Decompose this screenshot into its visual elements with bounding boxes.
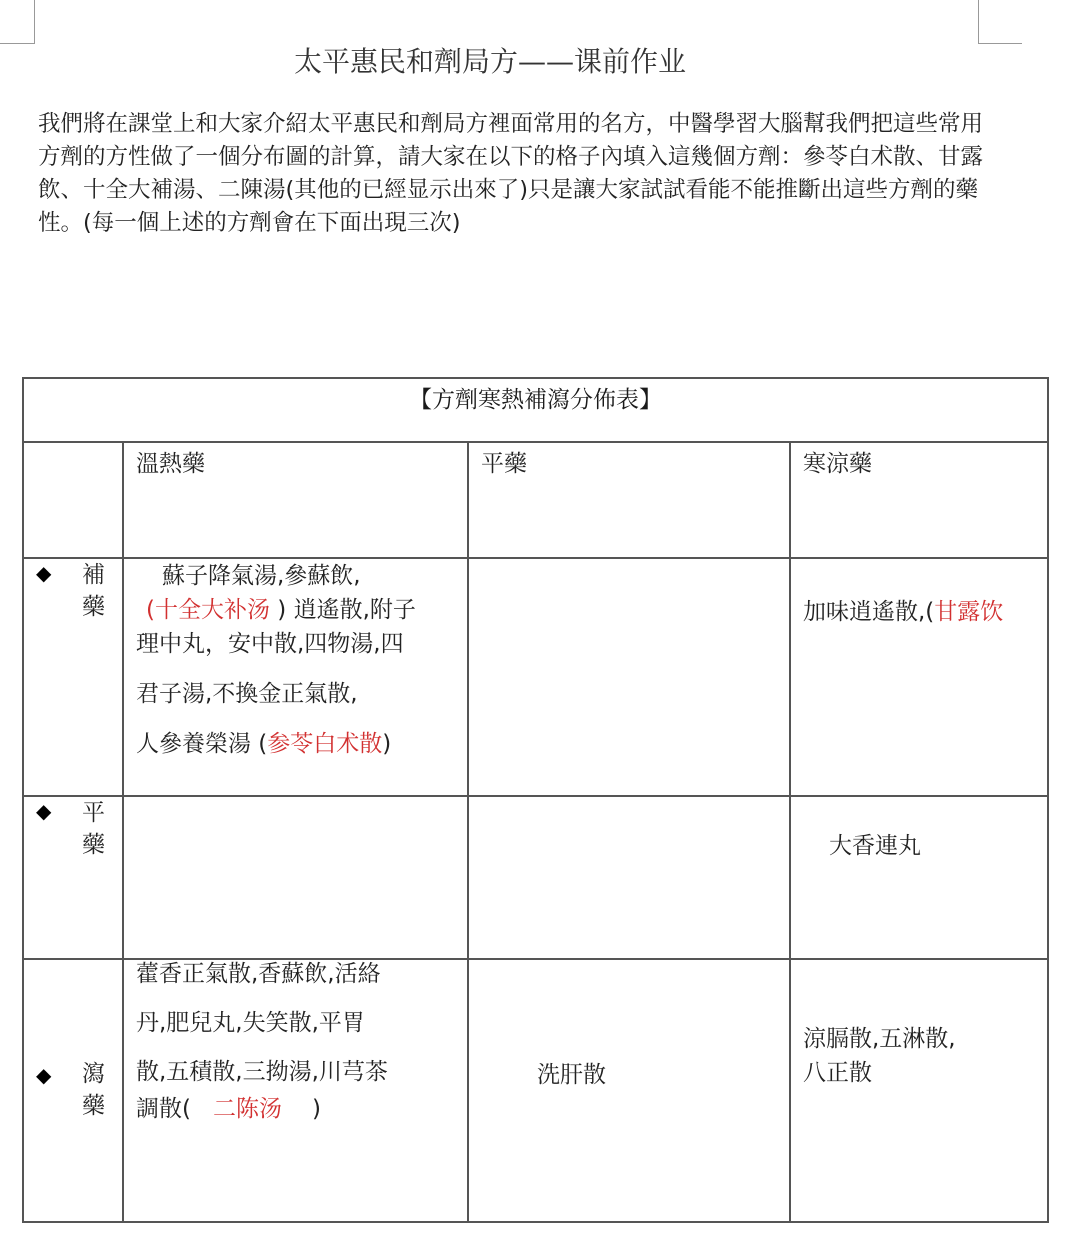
cell-tonic-cold [790,558,1048,796]
text-line: 君子湯,不換金正氣散, [136,681,358,707]
fill-bracket: ( [146,597,155,623]
cell-neutral-neutral [468,796,790,959]
table-row [23,796,1048,959]
text-line: 藿香正氣散,香蘇飲,活絡 [136,961,381,987]
table-caption: 【方劑寒熱補瀉分佈表】 [409,387,662,413]
fill-bracket: ) [382,731,392,757]
table-caption-cell [23,378,1048,442]
cell-tonic-neutral [468,558,790,796]
text-segment: 加味逍遙散,( [803,599,935,625]
text-line [136,1085,457,1134]
row-label-text: 平藥 [82,800,105,858]
cell-tonic-cold-content [791,559,1047,637]
text-segment: ) 逍遙散,附子 [269,597,416,623]
page-corner-mark [34,0,35,44]
row-label-purge [23,959,123,1222]
text-line [136,727,457,761]
text-line: 理中丸，安中散,四物湯,四 [136,631,404,657]
text-line: 丹,肥兒丸,失笑散,平胃 [136,1010,365,1036]
answer-fill: 参苓白术散 [267,731,383,757]
cell-purge-warm-content [124,950,467,1134]
header-cold: 寒涼藥 [803,451,872,477]
cell-neutral-cold-content: 大香連丸 [829,833,921,859]
cell-purge-neutral-content: 洗肝散 [537,1062,606,1088]
header-empty-cell [23,442,123,558]
text-line: 八正散 [803,1060,872,1086]
bullet-icon: ◆ [36,1063,52,1087]
bullet-icon: ◆ [36,799,52,823]
row-label-tonic [23,558,123,796]
cell-purge-warm [123,959,468,1222]
text-segment: 人參養榮湯 ( [136,731,268,757]
header-neutral: 平藥 [481,451,527,477]
row-label-text: 瀉藥 [82,1061,105,1119]
cell-neutral-cold [790,796,1048,959]
fill-bracket: ) [311,1096,321,1122]
cell-purge-cold [790,959,1048,1222]
text-line: 涼膈散,五淋散, [803,1026,956,1052]
page-corner-mark [978,0,979,44]
cell-purge-cold-content [791,960,1047,1090]
answer-fill: 甘露饮 [934,599,1004,625]
page-corner-mark [978,43,1022,44]
cell-purge-neutral [468,959,790,1222]
text-line [136,593,457,627]
row-label-neutral [23,796,123,959]
header-cold-cell [790,442,1048,558]
header-warm-cell [123,442,468,558]
cell-tonic-warm-content [124,559,467,761]
intro-paragraph: 我們將在課堂上和大家介紹太平惠民和劑局方裡面常用的名方，中醫學習大腦幫我們把這些常用方劑的方性做了一個分布圖的計算，請大家在以下的格子內填入這幾個方劑：參苓白术散、甘露飲、十全大補湯、二陳湯(其他的已經显示出來了)只是讓大家試試看能不能推斷出這些方劑的藥性。(每一個上述的方劑會在下面出現三次) [38,111,984,236]
answer-fill: 十全大补汤 [154,597,270,623]
answer-fill: 二陈汤 [212,1096,282,1122]
table-row [23,959,1048,1222]
row-label-text: 補藥 [82,562,105,620]
bullet-icon: ◆ [36,561,52,585]
text-segment: 調散( [136,1096,191,1122]
table-row [23,558,1048,796]
cell-tonic-warm [123,558,468,796]
header-neutral-cell [468,442,790,558]
text-line: 蘇子降氣湯,參蘇飲, [162,563,361,589]
document-title: 太平惠民和劑局方——课前作业 [293,45,686,78]
cell-neutral-warm [123,796,468,959]
text-line: 散,五積散,三拗湯,川芎茶 [136,1059,388,1085]
distribution-table [22,377,1049,1223]
header-warm: 溫熱藥 [136,451,205,477]
